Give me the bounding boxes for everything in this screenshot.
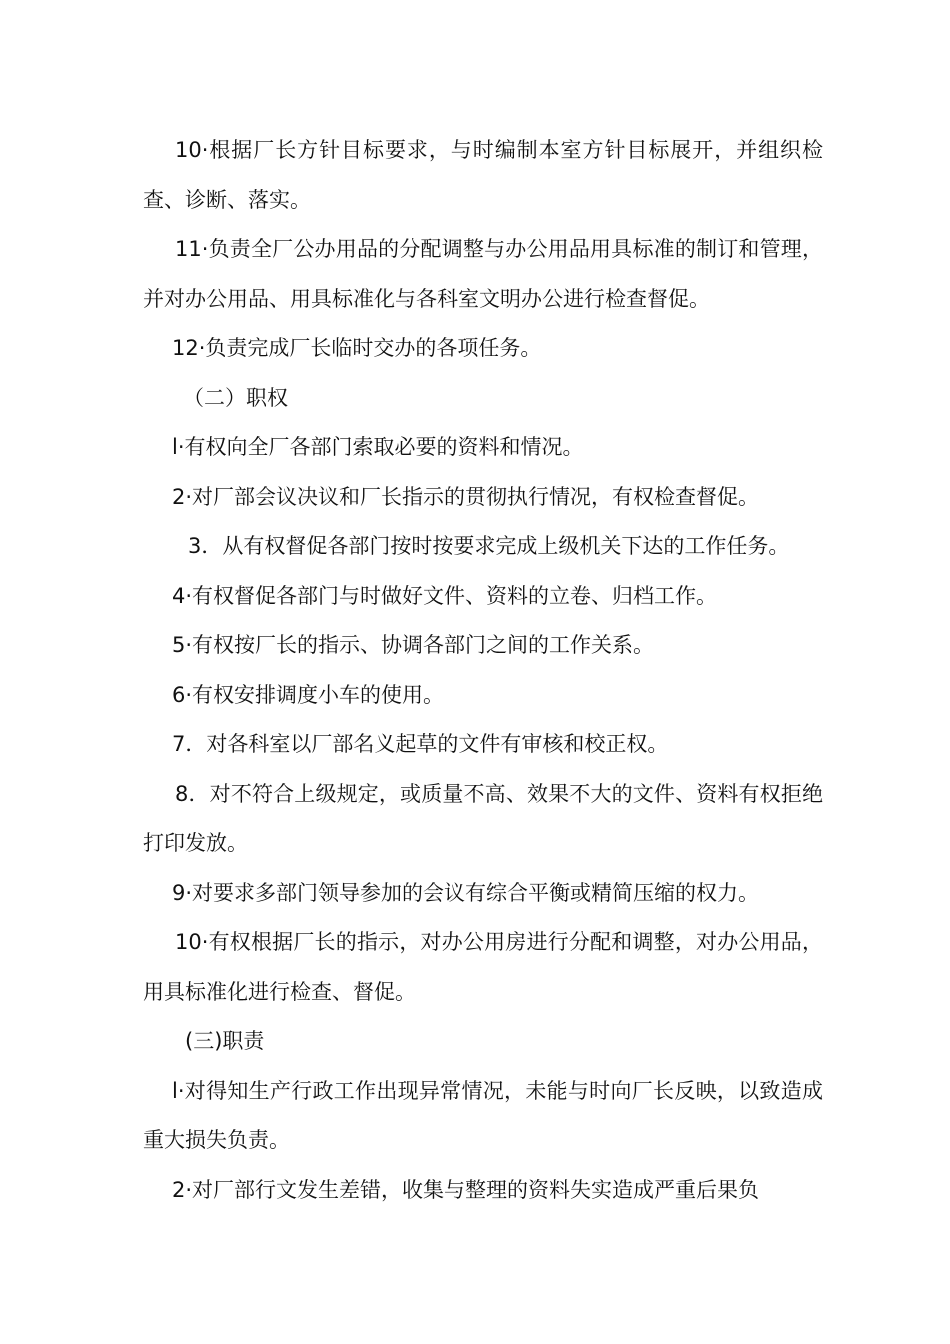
paragraph: (三)职责 [185, 1029, 265, 1053]
paragraph: 12·负责完成厂长临时交办的各项任务。 [172, 336, 542, 360]
paragraph: 9·对要求多部门领导参加的会议有综合平衡或精简压缩的权力。 [172, 880, 760, 905]
paragraph: （二）职权 [183, 385, 288, 410]
paragraph: 11·负责全厂公办用品的分配调整与办公用品用具标准的制订和管理，并对办公用品、用具标准化与各科室文明办公进行检查督促。 [143, 237, 823, 311]
paragraph: 3．从有权督促各部门按时按要求完成上级机关下达的工作任务。 [188, 534, 790, 558]
paragraph: 6·有权安排调度小车的使用。 [172, 682, 445, 707]
paragraph: 8．对不符合上级规定，或质量不高、效果不大的文件、资料有权拒绝打印发放。 [143, 781, 823, 855]
paragraph: 5·有权按厂长的指示、协调各部门之间的工作关系。 [172, 633, 655, 657]
paragraph: 2·对厂部会议决议和厂长指示的贯彻执行情况，有权检查督促。 [172, 484, 760, 509]
paragraph: l·对得知生产行政工作出现异常情况，未能与时向厂长反映，以致造成重大损失负责。 [143, 1078, 823, 1152]
paragraph: 4·有权督促各部门与时做好文件、资料的立卷、归档工作。 [172, 583, 718, 608]
paragraph: 10·有权根据厂长的指示，对办公用房进行分配和调整，对办公用品，用具标准化进行检查、督促。 [143, 930, 823, 1004]
document-body [143, 126, 823, 1215]
paragraph: l·有权向全厂各部门索取必要的资料和情况。 [172, 435, 584, 459]
paragraph: 2·对厂部行文发生差错，收集与整理的资料失实造成严重后果负 [172, 1177, 760, 1202]
paragraph: 10·根据厂长方针目标要求，与时编制本室方针目标展开，并组织检查、诊断、落实。 [143, 138, 823, 212]
paragraph: 7．对各科室以厂部名义起草的文件有审核和校正权。 [172, 732, 669, 756]
